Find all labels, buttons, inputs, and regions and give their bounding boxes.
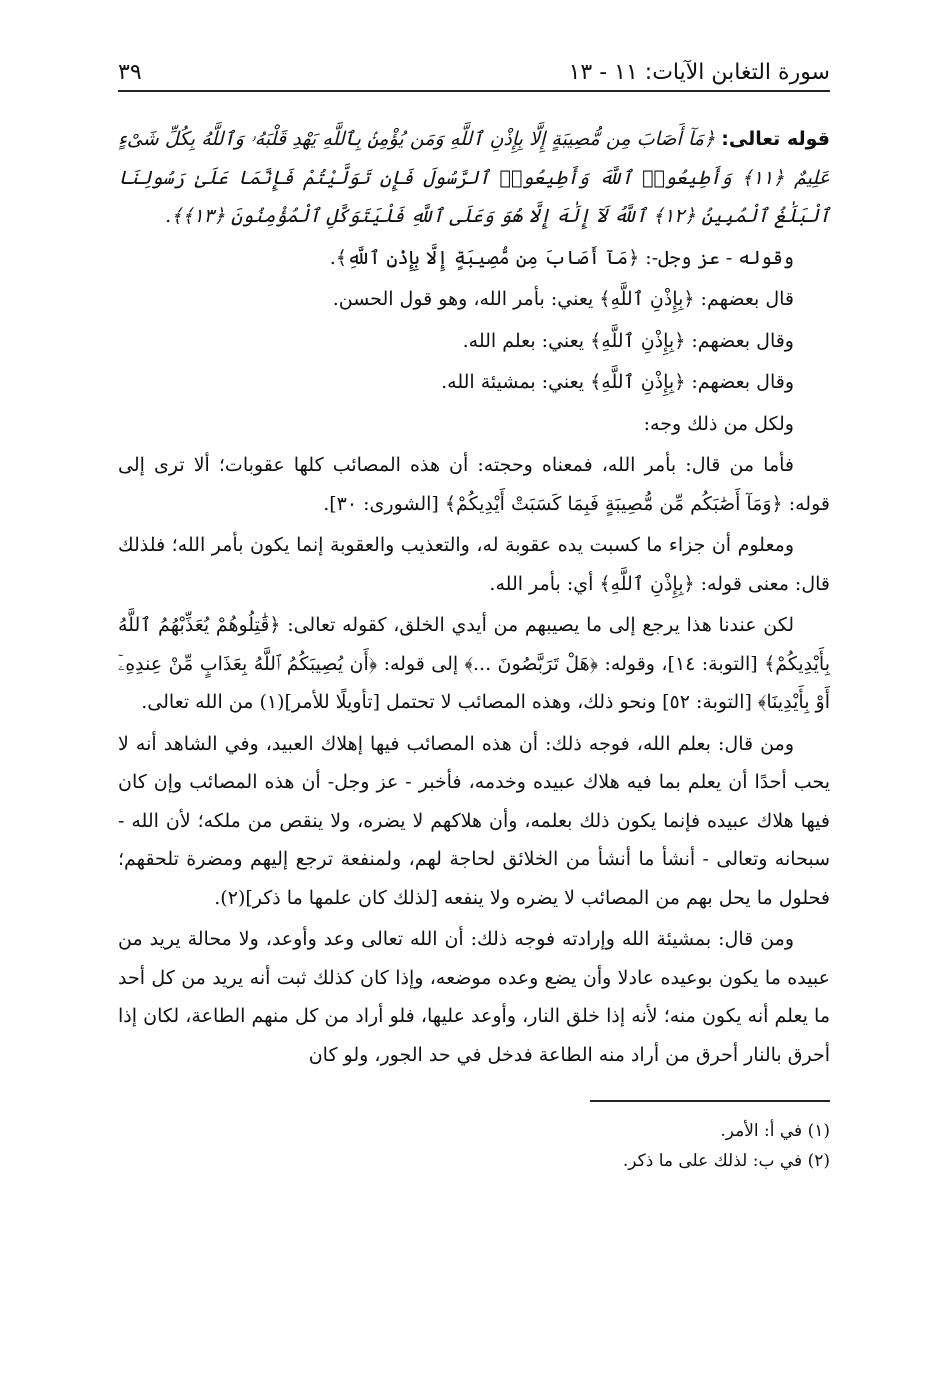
- intro-paragraph: [118, 120, 830, 236]
- paragraph-10: ومن قال: بمشيئة الله وإرادته فوجه ذلك: أن الله تعالى وعد وأوعد، ولا محالة يريد من عبيده ما يكون بوعيده عادلا وأن يضع وعده موضعه، وإذا كان كذلك ثبت أنه يريد من كل أحد ما يعلم أنه يكون منه؛ لأنه إذا خلق النار، وأوعد عليها، فلو أراد من كل منهم الطاعة، لكان إذا أحرق بالنار أحرق من أراد منه الطاعة فدخل في حد الجور، ولو كان: [118, 928, 830, 1066]
- footnote-divider: [590, 1100, 830, 1102]
- paragraph-5: ولكل من ذلك وجه:: [643, 412, 794, 435]
- body-text: [118, 120, 830, 1074]
- paragraph-7: ومعلوم أن جزاء ما كسبت يده عقوبة له، والتعذيب والعقوبة إنما يكون بأمر الله؛ فلذلك قال: معنى قوله: ﴿بِإِذْنِ ٱللَّهِ﴾ أي: بأمر الله.: [118, 534, 830, 595]
- page-number: ٣٩: [118, 60, 142, 85]
- intro-label: قوله تعالى:: [721, 128, 830, 150]
- paragraph-8: لكن عندنا هذا يرجع إلى ما يصيبهم من أيدي الخلق، كقوله تعالى: ﴿قَٰتِلُوهُمْ يُعَذِّبْهُمُ ٱللَّهُ بِأَيْدِيكُمْ﴾ [التوبة: ١٤]، وقوله: ﴿هَلْ تَرَبَّصُونَ ...﴾ إلى قوله: ﴿أَن يُصِيبَكُمُ ٱللَّهُ بِعَذَابٍ مِّنْ عِندِهِۦٓ أَوْ بِأَيْدِينَا﴾ [التوبة: ٥٢] ونحو ذلك، وهذه المصائب لا تحتمل [تأويلًا للأمر](١) من الله تعالى.: [118, 614, 830, 713]
- paragraph-9: ومن قال: بعلم الله، فوجه ذلك: أن هذه المصائب فيها إهلاك العبيد، وفي الشاهد أنه لا يحب أحدًا أن يعلم بما فيه هلاك عبيده وخدمه، فأخبر - عز وجل- أن هذه المصائب وإن كان فيها هلاك عبيده فإنما يكون ذلك بعلمه، وأن هلاكهم لا يضره، ولا ينقص من ملكه؛ لأن الله - سبحانه وتعالى - أنشأ ما أنشأ من الخلائق لحاجة لهم، ولمنفعة ترجع إليهم ومضرة تلحقهم؛ فحلول ما يحل بهم من المصائب لا يضره ولا ينفعه [لذلك كان علمها ما ذكر](٢).: [118, 732, 830, 909]
- paragraph-4: وقال بعضهم: ﴿بِإِذْنِ ٱللَّهِ﴾ يعني: بمشيئة الله.: [441, 371, 794, 393]
- paragraph-2: قال بعضهم: ﴿بِإِذْنِ ٱللَّهِ﴾ يعني: بأمر الله، وهو قول الحسن.: [332, 288, 794, 310]
- footnote-1: (١) في أ: الأمر.: [720, 1121, 830, 1141]
- document-page: [118, 50, 830, 1350]
- footnote-2: (٢) في ب: لذلك على ما ذكر.: [622, 1151, 830, 1171]
- paragraph-6: فأما من قال: بأمر الله، فمعناه وحجته: أن هذه المصائب كلها عقوبات؛ ألا ترى إلى قوله: ﴿وَمَآ أَصَٰبَكُم مِّن مُّصِيبَةٍ فَبِمَا كَسَبَتْ أَيْدِيكُمْ﴾ [الشورى: ٣٠].: [118, 454, 830, 515]
- paragraph-3: وقال بعضهم: ﴿بِإِذْنِ ٱللَّهِ﴾ يعني: بعلم الله.: [462, 329, 794, 352]
- page-header: [118, 50, 830, 92]
- running-title: سورة التغابن الآيات: ١١ - ١٣: [568, 60, 830, 85]
- footnotes: [118, 1116, 830, 1176]
- intro-verse: ﴿مَآ أَصَابَ مِن مُّصِيبَةٍ إِلَّا بِإِذْنِ ٱللَّهِ وَمَن يُؤْمِنۢ بِٱللَّهِ يَهْدِ قَلْبَهُۥ وَٱللَّهُ بِكُلِّ شَىْءٍ عَلِيمٌ ﴿١١﴾ وَأَطِيعُوا۟ ٱللَّهَ وَأَطِيعُوا۟ ٱلرَّسُولَ فَإِن تَوَلَّيْتُمْ فَإِنَّمَا عَلَىٰ رَسُولِنَا ٱلْبَلَٰغُ ٱلْمُبِينُ ﴿١٢﴾ ٱللَّهُ لَآ إِلَٰهَ إِلَّا هُوَ وَعَلَى ٱللَّهِ فَلْيَتَوَكَّلِ ٱلْمُؤْمِنُونَ ﴿١٣﴾﴾.: [118, 128, 830, 227]
- paragraph-1: وقوله - عز وجل-: ﴿مَآ أَصَابَ مِن مُّصِيبَةٍ إِلَّا بِإِذْنِ ٱللَّهِ﴾.: [329, 246, 794, 269]
